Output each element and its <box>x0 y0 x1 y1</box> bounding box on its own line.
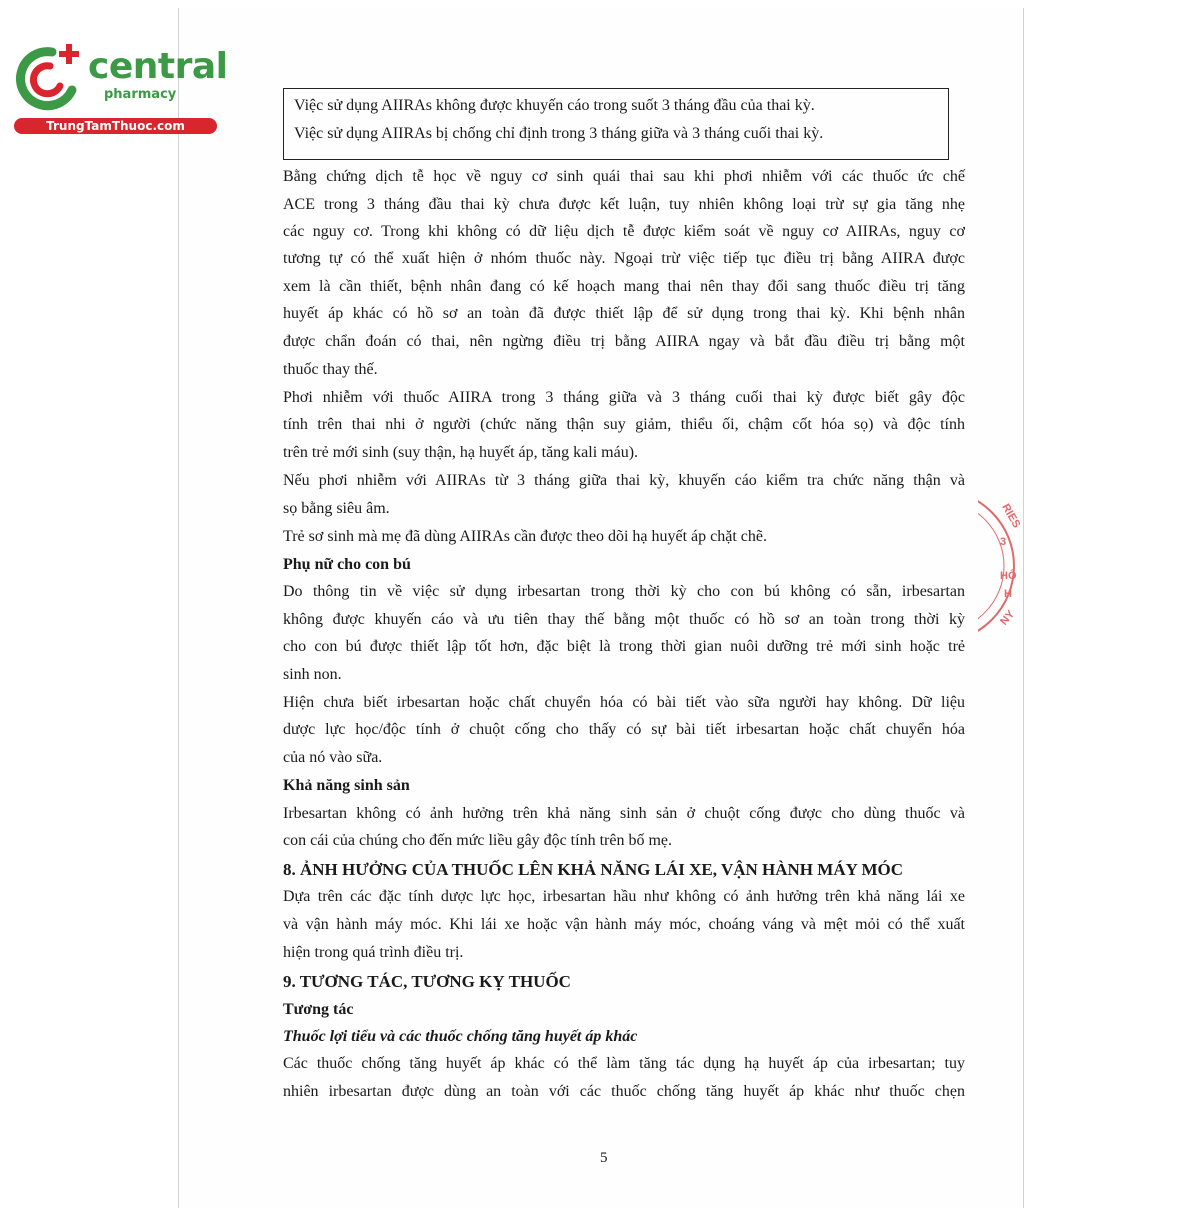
body-line: Hiện chưa biết irbesartan hoặc chất chuyển hóa có bài tiết vào sữa người hay không. Dữ liệu <box>283 694 965 711</box>
body-line: Irbesartan không có ảnh hưởng trên khả năng sinh sản ở chuột cống được cho dùng thuốc và <box>283 805 965 822</box>
warning-line-1: Việc sử dụng AIIRAs không được khuyến cáo trong suốt 3 tháng đầu của thai kỳ. <box>294 97 815 114</box>
body-line: các nguy cơ. Trong khi không có dữ liệu dịch tễ được kiểm soát về nguy cơ AIIRAs, nguy cơ <box>283 223 965 240</box>
stamp-text-2: 3 <box>1000 536 1007 548</box>
body-line: Các thuốc chống tăng huyết áp khác có thể làm tăng tác dụng hạ huyết áp của irbesartan; tuy <box>283 1055 965 1072</box>
body-line: Do thông tin về việc sử dụng irbesartan trong thời kỳ cho con bú không có sẵn, irbesartan <box>283 583 965 600</box>
section-heading-9: 9. TƯƠNG TÁC, TƯƠNG KỴ THUỐC <box>283 972 571 991</box>
red-stamp <box>978 490 1026 642</box>
body-line: nhiên irbesartan được dùng an toàn với các thuốc chống tăng huyết áp khác như thuốc chẹn <box>283 1083 965 1100</box>
body-line: sọ bằng siêu âm. <box>283 500 390 517</box>
body-line: tương tự có thể xuất hiện ở nhóm thuốc này. Ngoại trừ việc tiếp tục điều trị bằng AIIRA được <box>283 250 965 267</box>
logo-sub: pharmacy <box>104 87 177 102</box>
body-line: Bằng chứng dịch tễ học về nguy cơ sinh quái thai sau khi phơi nhiễm với các thuốc ức chế <box>283 168 965 185</box>
body-line: Trẻ sơ sinh mà mẹ đã dùng AIIRAs cần được theo dõi hạ huyết áp chặt chẽ. <box>283 528 768 545</box>
subheading-diuretics: Thuốc lợi tiểu và các thuốc chống tăng huyết áp khác <box>283 1028 638 1045</box>
stamp-text-5: NY <box>998 608 1018 628</box>
stamp-text-4: H <box>1004 588 1012 600</box>
body-line: huyết áp khác có hồ sơ an toàn đã được thiết lập để sử dụng trong thai kỳ. Khi bệnh nhân <box>283 305 965 322</box>
central-pharmacy-logo <box>8 38 228 138</box>
logo-brand: central <box>88 46 228 87</box>
pharmacy-cross-icon <box>8 38 90 118</box>
body-line: Phơi nhiễm với thuốc AIIRA trong 3 tháng giữa và 3 tháng cuối thai kỳ được biết gây độc <box>283 389 965 406</box>
body-line: không được khuyến cáo và ưu tiên thay thế bằng một thuốc có hồ sơ an toàn trong thời kỳ <box>283 611 965 628</box>
body-line: trên trẻ mới sinh (suy thận, hạ huyết áp, tăng kali máu). <box>283 444 639 461</box>
body-line: xem là cần thiết, bệnh nhân đang có kế hoạch mang thai nên thay đổi sang thuốc điều trị tăng <box>283 278 965 295</box>
body-line: của nó vào sữa. <box>283 749 383 766</box>
section-heading-8: 8. ẢNH HƯỞNG CỦA THUỐC LÊN KHẢ NĂNG LÁI XE, VẬN HÀNH MÁY MÓC <box>283 860 904 879</box>
body-line: được chẩn đoán có thai, nên ngừng điều trị bằng AIIRA ngay và bắt đầu điều trị bằng một <box>283 333 965 350</box>
body-line: hiện trong quá trình điều trị. <box>283 944 464 961</box>
stamp-text-3: HỐ <box>1000 570 1017 582</box>
body-line: tính trên thai nhi ở người (chức năng thận suy giảm, thiểu ối, chậm cốt hóa sọ) và độc tính <box>283 416 965 433</box>
subheading-breastfeeding: Phụ nữ cho con bú <box>283 556 411 573</box>
body-line: sinh non. <box>283 666 342 683</box>
page-number: 5 <box>600 1150 608 1166</box>
subheading-fertility: Khả năng sinh sản <box>283 777 410 794</box>
body-line: thuốc thay thế. <box>283 361 378 378</box>
body-line: và vận hành máy móc. Khi lái xe hoặc vận hành máy móc, choáng váng và mệt mỏi có thể xuất <box>283 916 965 933</box>
body-line: dược lực học/độc tính ở chuột cống cho thấy có sự bài tiết irbesartan hoặc chất chuyển hóa <box>283 721 965 738</box>
body-line: con cái của chúng cho đến mức liều gây độc tính trên bố mẹ. <box>283 832 672 849</box>
body-line: cho con bú được thiết lập tốt hơn, đặc biệt là trong thời gian nuôi dưỡng trẻ mới sinh hoặc trẻ <box>283 638 965 655</box>
subheading-interactions: Tương tác <box>283 1001 354 1018</box>
body-line: ACE trong 3 tháng đầu thai kỳ chưa được kết luận, tuy nhiên không loại trừ sự gia tăng nhẹ <box>283 196 965 213</box>
body-line: Nếu phơi nhiễm với AIIRAs từ 3 tháng giữa thai kỳ, khuyến cáo kiểm tra chức năng thận và <box>283 472 965 489</box>
logo-url-bar: TrungTamThuoc.com <box>14 118 217 134</box>
warning-box <box>283 88 949 160</box>
body-line: Dựa trên các đặc tính dược lực học, irbesartan hầu như không có ảnh hưởng trên khả năng lái xe <box>283 888 965 905</box>
warning-line-2: Việc sử dụng AIIRAs bị chống chỉ định trong 3 tháng giữa và 3 tháng cuối thai kỳ. <box>294 125 824 142</box>
stamp-text-1: RIES <box>999 501 1023 531</box>
